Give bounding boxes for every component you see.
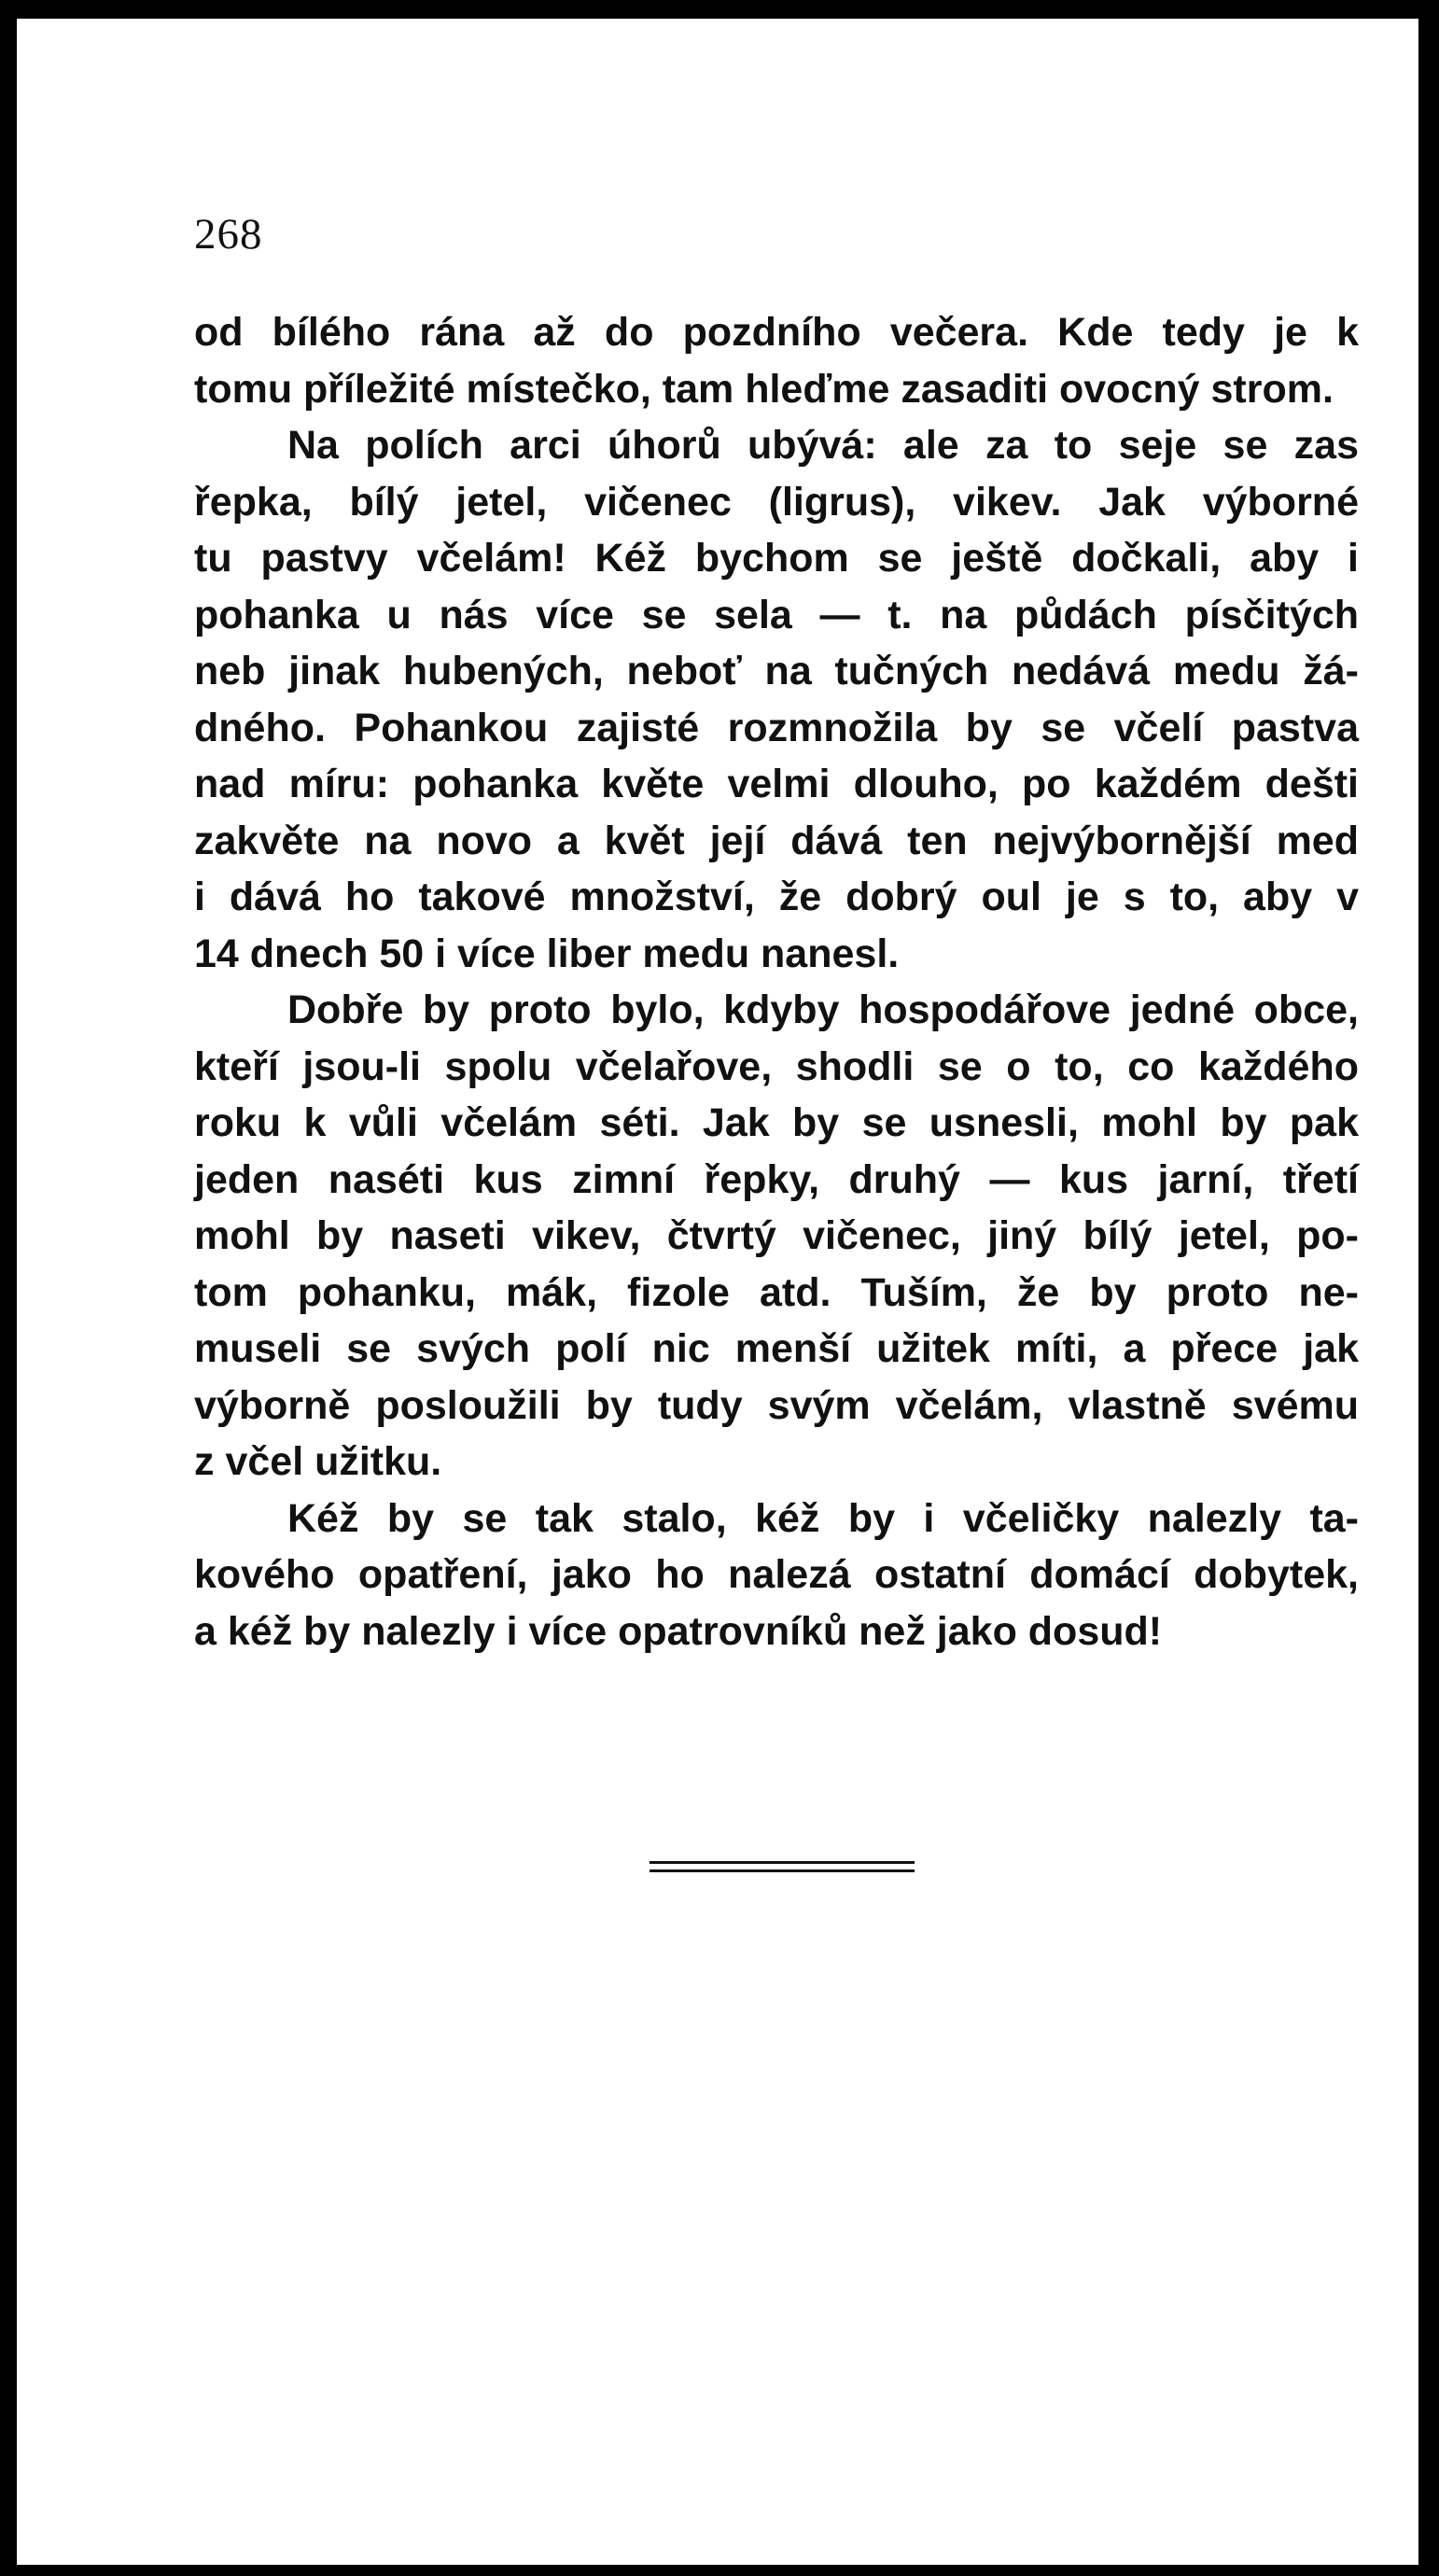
text-line: pohanka u nás více se sela — t. na půdách písčitých [194,592,1359,637]
page-number: 268 [194,210,263,259]
text-line: a kéž by nalezly i více opatrovníků než jako dosud! [194,1608,1163,1654]
text-line: mohl by naseti vikev, čtvrtý vičenec, jiný bílý jetel, po- [194,1213,1359,1258]
text-line: zakvěte na novo a květ její dává ten nejvýbornější med [194,818,1359,863]
paragraph-4 [194,1491,1359,1660]
divider [650,1869,915,1872]
text-line: Dobře by proto bylo, kdyby hospodářove jedné obce, [287,987,1359,1032]
text-line: kového opatření, jako ho nalezá ostatní domácí dobytek, [194,1552,1359,1597]
text-line: 14 dnech 50 i více liber medu nanesl. [194,931,900,976]
text-line: tomu příležité místečko, tam hleďme zasaditi ovocný strom. [194,366,1334,412]
paragraph-3 [194,982,1359,1491]
text-line: tu pastvy včelám! Kéž bychom se ještě dočkali, aby i [194,536,1359,581]
text-line: nad míru: pohanka květe velmi dlouho, po každém dešti [194,762,1359,806]
text-line: kteří jsou-li spolu včelařove, shodli se o to, co každého [194,1043,1359,1089]
text-line: neb jinak hubených, neboť na tučných nedává medu žá- [194,649,1359,693]
text-line: jeden naséti kus zimní řepky, druhý — kus jarní, třetí [194,1156,1359,1202]
text-line: od bílého rána až do pozdního večera. Kde tedy je k [194,310,1359,355]
paragraph-2 [194,417,1359,982]
text-line: Na polích arci úhorů ubývá: ale za to seje se zas [287,423,1359,468]
text-line: tom pohanku, mák, fizole atd. Tuším, že by proto ne- [194,1269,1359,1315]
divider [650,1861,915,1864]
text-line: roku k vůli včelám séti. Jak by se usnesli, mohl by pak [194,1100,1359,1145]
body-text [194,304,1359,1659]
text-line: z včel užitku. [194,1439,442,1484]
text-line: i dává ho takové množství, že dobrý oul je s to, aby v [194,875,1359,919]
paragraph-1 [194,304,1359,417]
text-line: Kéž by se tak stalo, kéž by i včeličky nalezly ta- [287,1495,1359,1541]
text-line: museli se svých polí nic menší užitek míti, a přece jak [194,1326,1359,1371]
text-line: výborně posloužili by tudy svým včelám, vlastně svému [194,1382,1359,1428]
book-page [17,19,1418,2565]
text-line: řepka, bílý jetel, vičenec (ligrus), vikev. Jak výborné [194,479,1359,525]
section-end-rule [650,1861,915,1874]
text-line: dného. Pohankou zajisté rozmnožila by se včelí pastva [194,705,1359,750]
